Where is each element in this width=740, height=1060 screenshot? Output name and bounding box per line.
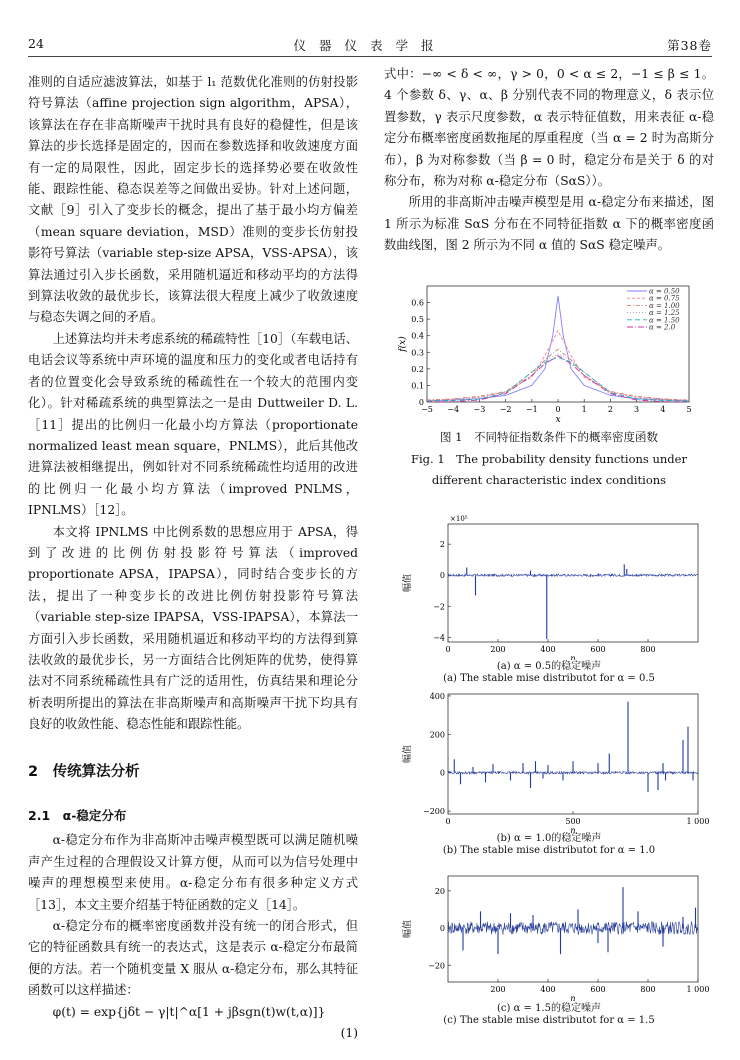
- x-tick-label: −4: [447, 405, 460, 414]
- x-tick-label: 0: [445, 645, 451, 654]
- equation: φ(t) = exp{jδt − γ|t|^α[1 + jβsgn(t)w(t,α)]}: [52, 1004, 326, 1019]
- x-tick-label: −2: [499, 405, 512, 414]
- y-multiplier: ×10⁵: [450, 515, 468, 523]
- y-tick-label: 0: [439, 924, 445, 934]
- x-tick-label: 0: [445, 817, 451, 826]
- section-title: 2 传统算法分析: [28, 763, 140, 780]
- y-tick-label: −20: [428, 961, 445, 971]
- y-tick-label: 0.3: [411, 348, 424, 358]
- y-axis-label: 幅值: [403, 744, 413, 764]
- fig1-caption-cn: 图 1 不同特征指数条件下的概率密度函数: [440, 430, 658, 444]
- x-tick-label: 600: [590, 985, 606, 994]
- y-axis-label: f(x): [398, 336, 408, 352]
- x-tick-label: 800: [640, 645, 656, 654]
- x-tick-label: 400: [540, 645, 556, 654]
- noise-trace: [448, 922, 698, 935]
- pdf-chart: [395, 282, 715, 432]
- y-axis-label: 幅值: [403, 573, 413, 593]
- y-tick-label: −200: [423, 807, 445, 817]
- paragraph: 所用的非高斯冲击噪声模型是用 α-稳定分布来描述，图 1 所示为标准 SαS 分布在不同特征指数 α 下的概率密度函数曲线图，图 2 所示为不同 α 值的 SαS 稳定噪声。: [384, 195, 714, 253]
- page-header: [28, 34, 712, 57]
- x-tick-label: 0: [555, 405, 561, 414]
- x-tick-label: 5: [686, 405, 692, 414]
- x-axis-label: n: [570, 994, 576, 1002]
- paragraph: 上述算法均并未考虑系统的稀疏特性［10］（车载电话、电话会议等系统中声环境的温度和压力的变化或者电话持有者的位置变化会导致系统的稀疏性在一个较大的范围内变化）。针对稀疏系统的典型算法之一是由 Duttweiler D. L.［11］提出的比例归一化最小均方算法（proportionate normalized least mean square，PNLMS），此后其他改进算法被相继提出，例如针对不同系统稀疏性均适用的改进的比例归一化最小均方算法（improved PNLMS，IPNLMS）［12］。: [28, 331, 358, 518]
- x-tick-label: 500: [565, 817, 581, 826]
- fig1-caption-en: Fig. 1 The probability density functions under different characteristic index conditions: [411, 452, 687, 487]
- subfig-c-caption-cn: (c) α = 1.5的稳定噪声: [497, 1003, 601, 1014]
- series-line: [427, 356, 689, 402]
- y-tick-label: −4: [433, 633, 445, 643]
- series-line: [427, 349, 689, 400]
- x-tick-label: 4: [660, 405, 666, 414]
- y-tick-label: 0.5: [411, 315, 424, 325]
- plot-frame: [448, 524, 698, 642]
- equation-number: (1): [340, 1026, 358, 1041]
- y-tick-label: 200: [429, 730, 445, 740]
- x-tick-label: 1 000: [686, 817, 710, 826]
- series-line: [427, 354, 689, 401]
- x-tick-label: 2: [607, 405, 613, 414]
- y-axis-label: 幅值: [403, 919, 413, 939]
- y-tick-label: 0: [439, 571, 445, 581]
- legend-entry: α = 1.50: [649, 316, 680, 325]
- noise-chart-c: [400, 870, 710, 1002]
- x-tick-label: 200: [490, 985, 506, 994]
- x-tick-label: 1: [581, 405, 587, 414]
- y-tick-label: 0.4: [411, 331, 424, 341]
- y-tick-label: 2: [439, 540, 445, 550]
- noise-trace: [448, 574, 698, 576]
- subfig-c-caption-en: (c) The stable mise distributot for α = 1.5: [443, 1015, 655, 1026]
- paragraph: α-稳定分布的概率密度函数并没有统一的闭合形式，但它的特征函数具有统一的表达式，这是表示 α-稳定分布最简便的方法。若一个随机变量 X 服从 α-稳定分布，那么其特征函数可以这样描述：: [28, 919, 358, 998]
- legend-entry: α = 1.00: [649, 301, 680, 310]
- noise-chart-a: [400, 510, 710, 660]
- subfig-b-caption-cn: (b) α = 1.0的稳定噪声: [496, 833, 602, 844]
- y-tick-label: 400: [429, 691, 445, 701]
- x-tick-label: 600: [590, 645, 606, 654]
- subsection-title: 2.1 α-稳定分布: [28, 808, 127, 823]
- y-tick-label: 20: [434, 886, 445, 896]
- x-tick-label: 800: [640, 985, 656, 994]
- legend-entry: α = 2.0: [649, 323, 676, 332]
- x-tick-label: 3: [634, 405, 640, 414]
- series-line: [427, 357, 689, 401]
- y-tick-label: 0.6: [411, 298, 424, 308]
- y-tick-label: 0.2: [411, 364, 424, 374]
- page-number: 24: [28, 36, 44, 51]
- y-tick-label: 0.1: [411, 381, 424, 391]
- y-tick-label: 0: [418, 398, 424, 407]
- noise-chart-b: [400, 688, 710, 833]
- x-tick-label: 400: [540, 985, 556, 994]
- volume-label: 第38卷: [667, 38, 712, 53]
- subfig-b-caption-en: (b) The stable mise distributot for α = 1.0: [442, 845, 656, 856]
- x-tick-label: −3: [473, 405, 486, 414]
- series-line: [427, 331, 689, 401]
- journal-name: 仪器仪表学报: [293, 38, 447, 53]
- x-tick-label: 1 000: [686, 985, 710, 994]
- legend-entry: α = 1.25: [649, 309, 680, 318]
- paragraph: 式中：−∞ < δ < ∞，γ > 0，0 < α ≤ 2，−1 ≤ β ≤ 1。4 个参数 δ、γ、α、β 分别代表不同的物理意义，δ 表示位置参数，γ 表示尺度参数，α 表示特征值数，用来表征 α-稳定分布概率密度函数拖尾的厚重程度（当 α = 2 时为高斯分布），β 为对称参数（当 β = 0 时，稳定分布是关于 δ 的对称分布，称为对称 α-稳定分布（SαS））。: [384, 67, 714, 189]
- y-tick-label: −2: [433, 602, 445, 612]
- legend-entry: α = 0.50: [649, 287, 680, 296]
- y-tick-label: 0: [439, 768, 445, 778]
- subfig-a-caption-cn: (a) α = 0.5的稳定噪声: [496, 661, 602, 672]
- paragraph: 本文将 IPNLMS 中比例系数的思想应用于 APSA，得到了改进的比例仿射投影符号算法（improved proportionate APSA，IPAPSA），同时结合变步长的方法，提出了一种变步长的改进比例仿射投影符号算法（variable step-size IPAPSA，VSS-IPAPSA），本算法一方面引入步长函数，采用随机逼近和移动平均的方法得到算法收敛的最优步长，另一方面结合比例矩阵的优势，使得算法对不同系统稀疏性具有广泛的适用性，仿真结果和理论分析表明所提出的算法在非高斯噪声和高斯噪声干扰下均具有良好的收敛性能、稳态性能和跟踪性能。: [28, 524, 358, 732]
- x-tick-label: −1: [525, 405, 538, 414]
- left-column: [28, 72, 358, 1044]
- paragraph: α-稳定分布作为非高斯冲击噪声模型既可以满足随机噪声产生过程的合理假设又计算方便，从而可以为信号处理中噪声的理想模型来使用。α-稳定分布有很多种定义方式［13］，本文主要介绍基于特征函数的定义［14］。: [28, 833, 358, 912]
- subfig-a-caption-en: (a) The stable mise distributot for α = 0.5: [443, 673, 655, 684]
- paragraph: 准则的自适应滤波算法，如基于 l₁ 范数优化准则的仿射投影符号算法（affine projection sign algorithm，APSA），该算法在存在非高斯噪声干扰时具有良好的稳健性，但是该算法的步长选择是固定的，因而在参数选择和收敛速度方面有一定的局限性，因此，固定步长的选择势必要在收敛性能、跟踪性能、稳态误差等之间做出妥协。针对上述问题，文献［9］引入了变步长的概念，提出了基于最小均方偏差（mean square deviation，MSD）准则的变步长仿射投影符号算法（variable step-size APSA，VSS-APSA），该算法通过引入步长函数，采用随机逼近和移动平均的方法得到算法收敛的最优步长，该算法很大程度上减少了收敛速度与稳态失调之间的矛盾。: [28, 75, 358, 325]
- legend-entry: α = 0.75: [649, 294, 680, 303]
- x-axis-label: n: [570, 654, 576, 660]
- right-column: [384, 64, 714, 257]
- x-tick-label: 200: [490, 645, 506, 654]
- x-axis-label: n: [570, 826, 576, 833]
- plot-frame: [448, 694, 698, 814]
- x-tick-label: −5: [421, 405, 433, 414]
- x-axis-label: x: [555, 415, 561, 425]
